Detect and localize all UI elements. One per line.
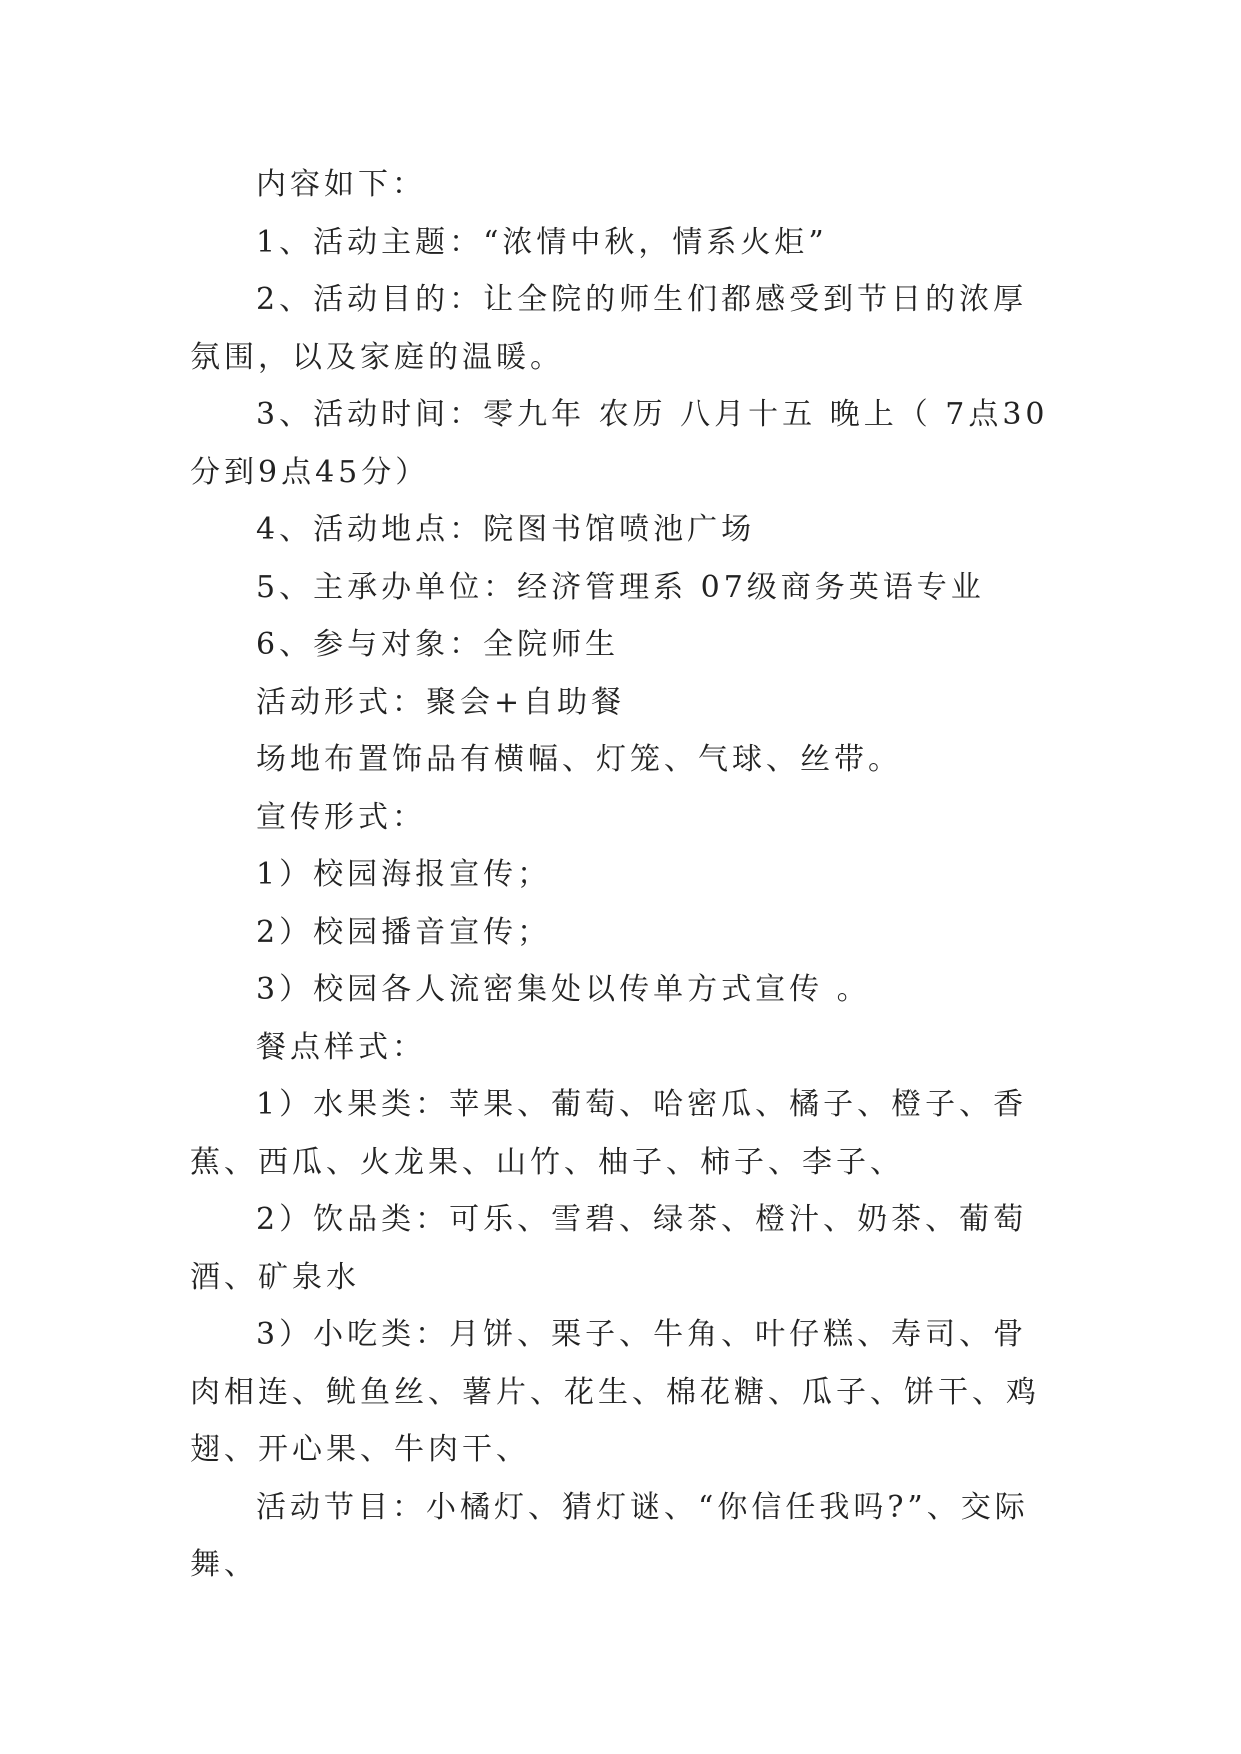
paragraph-food-snacks: 3）小吃类：月饼、栗子、牛角、叶仔糕、寿司、骨肉相连、鱿鱼丝、薯片、花生、棉花糖、瓜子、饼干、鸡翅、开心果、牛肉干、 bbox=[190, 1317, 1040, 1467]
paragraph-purpose: 2、活动目的：让全院的师生们都感受到节日的浓厚氛围，以及家庭的温暖。 bbox=[190, 282, 1028, 375]
paragraph-promotion-flyers: 3）校园各人流密集处以传单方式宣传 。 bbox=[256, 972, 871, 1007]
paragraph-food-heading: 餐点样式： bbox=[256, 1029, 426, 1065]
paragraph-intro: 内容如下： bbox=[256, 167, 426, 202]
paragraph-food-fruit: 1）水果类：苹果、葡萄、哈密瓜、橘子、橙子、香蕉、西瓜、火龙果、山竹、柚子、柿子、李子、 bbox=[190, 1087, 1028, 1180]
paragraph-food-drinks: 2）饮品类：可乐、雪碧、绿茶、橙汁、奶茶、葡萄酒、矿泉水 bbox=[190, 1202, 1028, 1295]
paragraph-time: 3、活动时间：零九年 农历 八月十五 晚上（ 7点30分到9点45分） bbox=[190, 397, 1049, 490]
paragraph-promotion-heading: 宣传形式： bbox=[256, 799, 426, 835]
paragraph-participants: 6、参与对象：全院师生 bbox=[256, 627, 620, 662]
paragraph-programs: 活动节目：小橘灯、猜灯谜、“你信任我吗?”、交际舞、 bbox=[190, 1489, 1029, 1582]
paragraph-theme: 1、活动主题：“浓情中秋，情系火炬” bbox=[256, 224, 828, 260]
paragraph-format: 活动形式：聚会+自助餐 bbox=[256, 684, 626, 720]
paragraph-decoration: 场地布置饰品有横幅、灯笼、气球、丝带。 bbox=[256, 742, 902, 777]
paragraph-location: 4、活动地点：院图书馆喷池广场 bbox=[256, 512, 756, 547]
paragraph-organizer: 5、主承办单位：经济管理系 07级商务英语专业 bbox=[256, 569, 985, 605]
paragraph-promotion-poster: 1）校园海报宣传； bbox=[256, 857, 552, 892]
paragraph-promotion-broadcast: 2）校园播音宣传； bbox=[256, 914, 552, 950]
document-body bbox=[190, 156, 1060, 1594]
